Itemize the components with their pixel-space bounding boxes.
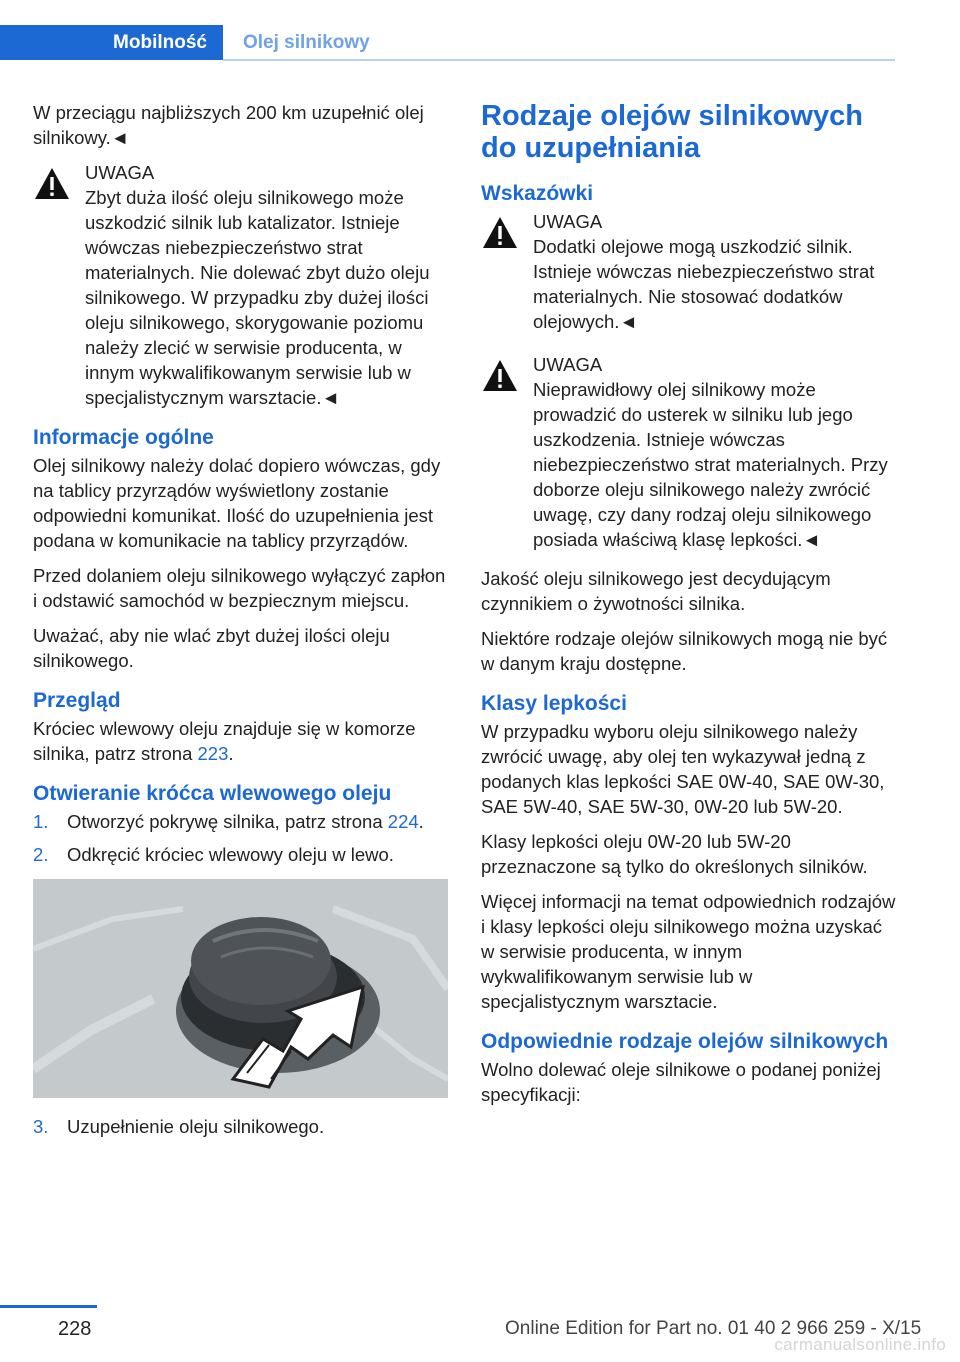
list-item: 3. Uzupełnienie oleju silnikowego. [33,1116,325,1137]
viscosity-paragraph-2: Klasy lepkości oleju 0W-20 lub 5W-20 przeznaczone są tylko do określonych silników. [481,831,868,877]
intro-paragraph: W przeciągu najbliższych 200 km uzupełnić olej silnikowy.◄ [33,102,424,148]
viscosity-paragraph-3: Więcej informacji na temat odpowiednich rodzajów i klasy lepkości oleju silnikowego można uzyskać w serwisie producenta, w innym wykwalifikowanym serwisie lub w specjalistycznym warsztacie. [481,891,896,1012]
general-paragraph-1: Olej silnikowy należy dolać dopiero wówczas, gdy na tablicy przyrządów wyświetlony zostanie odpowiedni komunikat. Ilość do uzupełnienia jest podana w komunikacie na tablicy przyrządów. [33,455,441,551]
warning-box [481,352,896,552]
warning-triangle-icon [481,215,519,251]
section-heading-suitable-oils: Odpowiednie rodzaje olejów silnikowych [481,1030,889,1053]
edition-note: Online Edition for Part no. 01 40 2 966 259 - X/15 [505,1318,922,1339]
warning-triangle-icon [33,166,71,202]
section-heading-general: Informacje ogólne [33,426,214,449]
list-item: 2. Odkręcić króciec wlewowy oleju w lewo. [33,844,394,865]
right-column [481,100,896,1117]
section-heading-viscosity: Klasy lepkości [481,692,627,715]
general-paragraph-3: Uważać, aby nie wlać zbyt dużej ilości oleju silnikowego. [33,625,390,671]
warning-title: UWAGA [533,354,603,375]
viscosity-paragraph-1: W przypadku wyboru oleju silnikowego należy zwrócić uwagę, aby olej ten wykazywał jedną z podanych klas lepkości SAE 0W-40, SAE 0W-30, SAE 5W-40, SAE 5W-30, 0W-20 lub 5W-20. [481,721,885,817]
page-link-223[interactable]: 223 [197,743,229,764]
tab-mobility[interactable]: Mobilność [0,25,223,60]
warning-title: UWAGA [85,162,155,183]
notes-paragraph-2: Niektóre rodzaje olejów silnikowych mogą nie być w danym kraju dostępne. [481,628,888,674]
suitable-paragraph-1: Wolno dolewać oleje silnikowe o podanej poniżej specyfikacji: [481,1059,881,1105]
page-link-224[interactable]: 224 [387,811,419,832]
warning-box [33,160,448,410]
notes-paragraph-1: Jakość oleju silnikowego jest decydującym czynnikiem o żywotności silnika. [481,568,831,614]
general-paragraph-2: Przed dolaniem oleju silnikowego wyłączyć zapłon i odstawić samochód w bezpiecznym miejscu. [33,565,446,611]
footer-rule [0,1305,97,1308]
warning-title: UWAGA [533,211,603,232]
section-heading-open-filler: Otwieranie króćca wlewowego oleju [33,782,392,805]
watermark: carmanualsonline.info [774,1335,946,1354]
section-heading-overview: Przegląd [33,689,121,712]
page-number: 228 [58,1318,92,1340]
oil-filler-cap-image [33,879,448,1098]
left-column [33,100,448,1147]
page-title: Rodzaje olejów silnikowych do uzupełniania [481,100,863,164]
warning-box [481,209,896,334]
steps-list [33,809,448,867]
oil-filler-cap-illustration [33,879,448,1098]
warning-triangle-icon [481,358,519,394]
section-heading-notes: Wskazówki [481,182,594,205]
tab-underline [223,59,895,61]
warning-text: Dodatki olejowe mogą uszkodzić silnik. Istnieje wówczas niebezpieczeństwo strat materialnych. Nie stosować dodatków olejowych.◄ [533,236,875,332]
warning-text: Nieprawidłowy olej silnikowy może prowadzić do usterek w silniku lub jego uszkodzenia. Istnieje wówczas niebezpieczeństwo strat materialnych. Przy doborze oleju silnikowego należy zwrócić uwagę, czy dany rodzaj oleju silnikowego posiada właściwą klasę lepkości.◄ [533,379,888,550]
header-tabs [0,25,895,63]
warning-text: Zbyt duża ilość oleju silnikowego może uszkodzić silnik lub katalizator. Istnieje wówczas niebezpieczeństwo strat materialnych. Nie dolewać zbyt dużo oleju silnikowego. W przypadku zby dużej ilości oleju silnikowego, skorygowanie poziomu należy zlecić w serwisie producenta, w innym wykwalifikowanym serwisie lub w specjalistycznym warsztacie.◄ [85,187,430,408]
list-item: 1. Otworzyć pokrywę silnika, patrz strona 224. [33,811,424,832]
tab-engine-oil[interactable]: Olej silnikowy [243,31,370,53]
overview-paragraph: Króciec wlewowy oleju znajduje się w komorze silnika, patrz strona 223. [33,718,416,764]
